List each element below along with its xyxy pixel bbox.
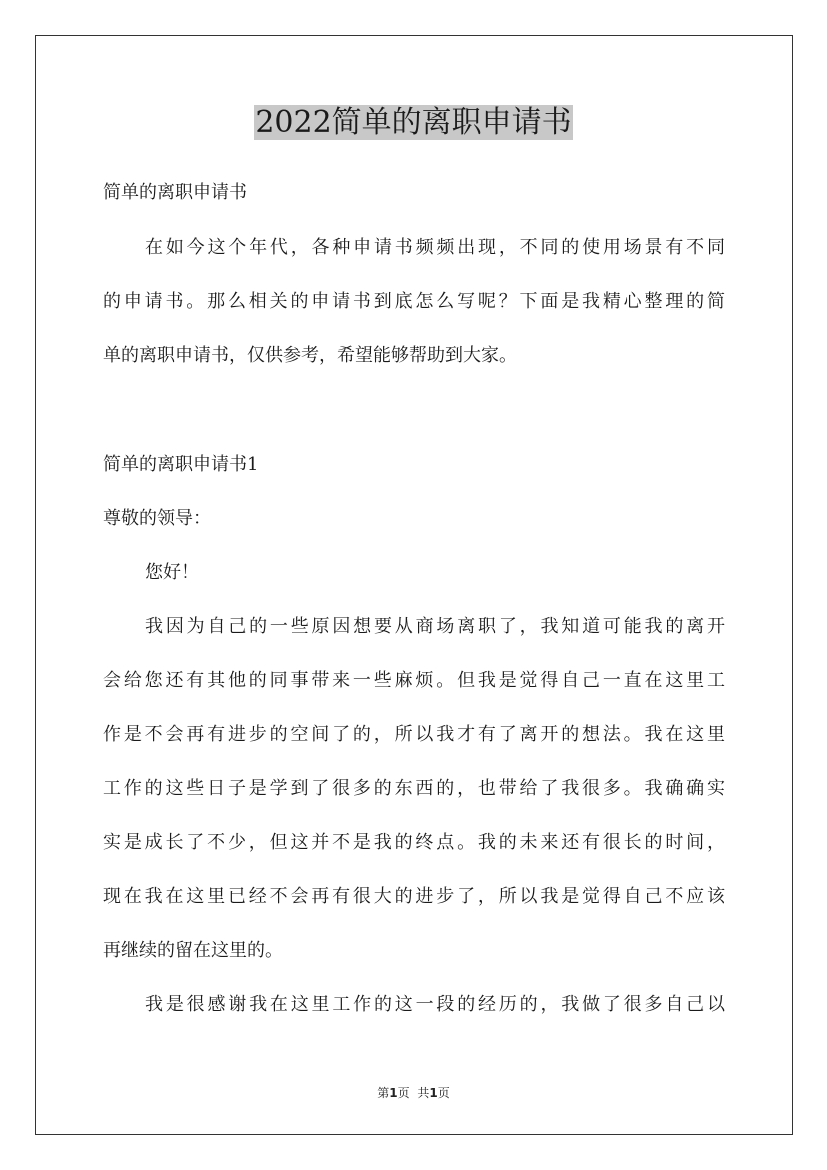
body-line-2: 会给您还有其他的同事带来一些麻烦。但我是觉得自己一直在这里工 — [103, 670, 725, 691]
body-line-7: 再继续的留在这里的。 — [103, 940, 283, 961]
body-line-6: 现在我在这里已经不会再有很大的进步了，所以我是觉得自己不应该 — [103, 886, 725, 907]
footer-page-suffix: 页 — [397, 1086, 410, 1100]
body-line-1: 我因为自己的一些原因想要从商场离职了，我知道可能我的离开 — [145, 616, 725, 637]
footer-page-prefix: 第 — [377, 1086, 390, 1100]
footer-total-number: 1 — [429, 1086, 438, 1100]
document-title-text: 2022简单的离职申请书 — [255, 105, 572, 140]
footer-total-prefix: 共 — [417, 1086, 430, 1100]
page-footer — [0, 1085, 827, 1101]
intro-line-2: 的申请书。那么相关的申请书到底怎么写呢？下面是我精心整理的简 — [103, 291, 725, 312]
greeting: 您好！ — [145, 562, 199, 583]
body-line-4: 工作的这些日子是学到了很多的东西的，也带给了我很多。我确确实 — [103, 778, 725, 799]
footer-total-suffix: 页 — [437, 1086, 450, 1100]
salutation: 尊敬的领导： — [103, 508, 211, 529]
body-line-3: 作是不会再有进步的空间了的，所以我才有了离开的想法。我在这里 — [103, 724, 725, 745]
footer-page-number: 1 — [389, 1086, 398, 1100]
intro-line-1: 在如今这个年代，各种申请书频频出现，不同的使用场景有不同 — [145, 237, 725, 258]
intro-line-3: 单的离职申请书，仅供参考，希望能够帮助到大家。 — [103, 345, 517, 366]
body-line-8: 我是很感谢我在这里工作的这一段的经历的，我做了很多自己以 — [145, 994, 725, 1015]
document-subtitle: 简单的离职申请书 — [103, 182, 247, 203]
body-line-5: 实是成长了不少，但这并不是我的终点。我的未来还有很长的时间， — [103, 832, 725, 853]
document-title — [0, 104, 827, 142]
section-heading: 简单的离职申请书1 — [103, 454, 259, 475]
